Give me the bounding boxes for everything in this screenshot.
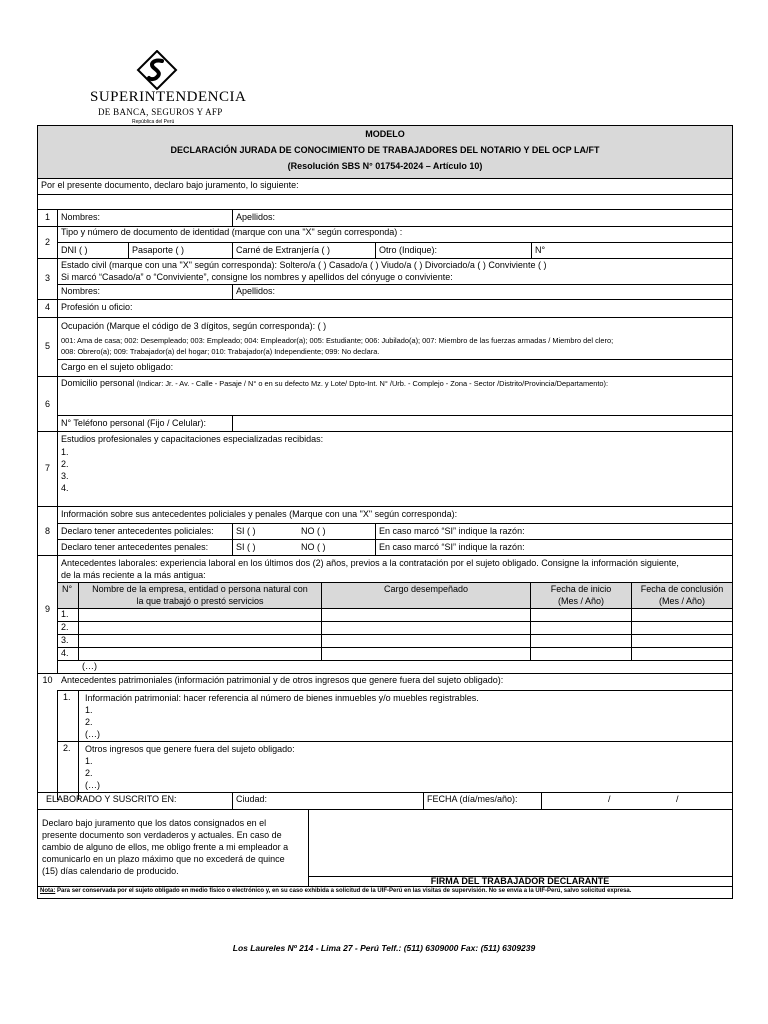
- laboral-row-1: 1.: [61, 609, 69, 619]
- label-firma: FIRMA DEL TRABAJADOR DECLARANTE: [430, 876, 610, 886]
- sbs-emblem-icon: [136, 50, 178, 90]
- label-patrimoniales: Antecedentes patrimoniales (información patrimonial y de otros ingresos que genere fuera del sujeto obligado):: [61, 675, 504, 685]
- label-telefono: N° Teléfono personal (Fijo / Celular):: [61, 418, 206, 428]
- label-si-marco: Si marcó “Casado/a” o “Conviviente”, consigne los nombres y apellidos del cónyuge o conviviente:: [61, 272, 453, 282]
- footer-address: Los Laureles Nº 214 - Lima 27 - Perú Telf.: (511) 6309000 Fax: (511) 6309239: [232, 943, 536, 953]
- policiales-no[interactable]: NO ( ): [301, 526, 326, 536]
- row-number-3: 3: [44, 273, 50, 283]
- estudio-1: 1.: [61, 447, 69, 457]
- label-otros-ingresos: Otros ingresos que genere fuera del sujeto obligado:: [85, 744, 295, 754]
- label-tipo-documento: Tipo y número de documento de identidad (marque con una "X" según corresponda) :: [61, 227, 403, 237]
- option-dni[interactable]: DNI ( ): [61, 245, 88, 255]
- label-nombres: Nombres:: [61, 212, 101, 222]
- label-ocupacion: Ocupación (Marque el código de 3 dígitos, según corresponda): ( ): [61, 321, 327, 331]
- label-nombres-conyuge: Nombres:: [61, 286, 101, 296]
- option-carne[interactable]: Carné de Extranjería ( ): [236, 245, 331, 255]
- declaro-line-2: presente documento son verdaderos y actuales. En caso de: [42, 830, 282, 840]
- label-elaborado: ELABORADO Y SUSCRITO EN:: [46, 794, 177, 804]
- patrimonial-number-2: 2.: [63, 743, 71, 753]
- declaro-line-1: Declaro bajo juramento que los datos consignados en el: [42, 818, 267, 828]
- label-fecha: FECHA (día/mes/año):: [427, 794, 518, 804]
- nota: Nota: Para ser conservada por el sujeto obligado en medio físico o electrónico y, en su caso exhibida a solicitud de la UIF-Perú en las visitas de supervisión. No se envía a la UIF-Perú, salvo solicitud expresa.: [40, 888, 632, 894]
- label-info-patrimonial: Información patrimonial: hacer referencia al número de bienes inmuebles y/o muebles registrables.: [85, 693, 479, 703]
- row-number-6: 6: [44, 399, 50, 409]
- logo-name: SUPERINTENDENCIA: [90, 89, 247, 105]
- penales-razon: En caso marcó “SI” indique la razón:: [379, 542, 525, 552]
- ingreso-2: 2.: [85, 768, 93, 778]
- laboral-row-2: 2.: [61, 622, 69, 632]
- logo-country: República del Perú: [132, 119, 175, 125]
- row-number-7: 7: [44, 463, 50, 473]
- penales-si[interactable]: SI ( ): [236, 542, 256, 552]
- laboral-row-3: 3.: [61, 635, 69, 645]
- label-domicilio: Domicilio personal (Indicar: Jr. - Av. - Calle - Pasaje / N° o en su defecto Mz. y Lote/ Dpto-Int. N° /Urb. - Complejo - Zona - Sector /Distrito/Provincia/Departamento):: [61, 378, 609, 388]
- penales-no[interactable]: NO ( ): [301, 542, 326, 552]
- patrimonial-1-etc: (…): [85, 729, 100, 739]
- label-penales: Declaro tener antecedentes penales:: [61, 542, 209, 552]
- logo-subtitle: DE BANCA, SEGUROS Y AFP: [98, 107, 223, 117]
- laboral-row-etc: (…): [82, 661, 97, 671]
- label-profesion: Profesión u oficio:: [61, 302, 133, 312]
- ingreso-1: 1.: [85, 756, 93, 766]
- row-number-5: 5: [44, 341, 50, 351]
- estudio-4: 4.: [61, 483, 69, 493]
- option-pasaporte[interactable]: Pasaporte ( ): [132, 245, 185, 255]
- patrimonial-number-1: 1.: [63, 692, 71, 702]
- form-title: MODELO: [365, 129, 405, 139]
- label-laborales-2: de la más reciente a la más antigua:: [61, 570, 206, 580]
- ingreso-etc: (…): [85, 780, 100, 790]
- label-cargo: Cargo en el sujeto obligado:: [61, 362, 174, 372]
- declaro-line-5: (15) días calendario de producido.: [42, 866, 179, 876]
- label-ciudad: Ciudad:: [236, 794, 268, 804]
- row-number-10: 10: [42, 675, 53, 685]
- label-estudios: Estudios profesionales y capacitaciones especializadas recibidas:: [61, 434, 324, 444]
- fecha-slash-1: /: [608, 794, 611, 804]
- col-cargo: Cargo desempeñado: [383, 584, 469, 594]
- laboral-row-4: 4.: [61, 648, 69, 658]
- col-fin-2: (Mes / Año): [658, 596, 705, 606]
- col-inicio-2: (Mes / Año): [557, 596, 604, 606]
- col-fin-1: Fecha de conclusión: [640, 584, 724, 594]
- label-policiales: Declaro tener antecedentes policiales:: [61, 526, 214, 536]
- label-laborales-1: Antecedentes laborales: experiencia laboral en los últimos dos (2) años, previos a la contratación por el sujeto obligado. Consigne la información siguiente,: [61, 558, 679, 568]
- fecha-slash-2: /: [676, 794, 679, 804]
- intro-text: Por el presente documento, declaro bajo juramento, lo siguiente:: [41, 180, 299, 190]
- col-n: N°: [62, 584, 73, 594]
- label-antecedentes: Información sobre sus antecedentes policiales y penales (Marque con una "X" según corresponda):: [61, 509, 458, 519]
- label-apellidos-conyuge: Apellidos:: [236, 286, 276, 296]
- row-number-4: 4: [44, 302, 50, 312]
- policiales-razon: En caso marcó “SI” indique la razón:: [379, 526, 525, 536]
- form-resolution: (Resolución SBS N° 01754-2024 – Artículo 10): [287, 161, 483, 171]
- patrimonial-1-1: 1.: [85, 705, 93, 715]
- declaro-line-4: comunicarlo en un plazo máximo que no excederá de quince: [42, 854, 285, 864]
- label-estado-civil: Estado civil (marque con una "X" según corresponda): Soltero/a ( ) Casado/a ( ) Viudo/a ( ) Divorciado/a ( ) Conviviente ( ): [61, 260, 547, 270]
- sbs-logo: [90, 50, 247, 128]
- label-numero: N°: [535, 245, 546, 255]
- label-apellidos: Apellidos:: [236, 212, 276, 222]
- declaro-line-3: cambio de alguno de ellos, me obligo frente a mi empleador a: [42, 842, 289, 852]
- declaration-form: [37, 125, 733, 899]
- row-number-9: 9: [44, 604, 50, 614]
- row-number-1: 1: [44, 212, 50, 222]
- option-otro[interactable]: Otro (Indique):: [379, 245, 438, 255]
- patrimonial-1-2: 2.: [85, 717, 93, 727]
- ocupacion-codes-line2: 008: Obrero(a); 009: Trabajador(a) del hogar; 010: Trabajador(a) Independiente; 099: No declara.: [61, 347, 380, 356]
- estudio-3: 3.: [61, 471, 69, 481]
- estudio-2: 2.: [61, 459, 69, 469]
- policiales-si[interactable]: SI ( ): [236, 526, 256, 536]
- ocupacion-codes-line1: 001: Ama de casa; 002: Desempleado; 003: Empleado; 004: Empleador(a); 005: Estudiante; 006: Jubilado(a); 007: Miembro de las fuerzas armadas / Miembro del clero;: [61, 336, 614, 345]
- row-number-2: 2: [44, 237, 50, 247]
- col-inicio-1: Fecha de inicio: [550, 584, 612, 594]
- form-subtitle: DECLARACIÓN JURADA DE CONOCIMIENTO DE TRABAJADORES DEL NOTARIO Y DEL OCP LA/FT: [170, 145, 600, 155]
- col-empresa-2: la que trabajó o prestó servicios: [136, 596, 264, 606]
- col-empresa-1: Nombre de la empresa, entidad o persona natural con: [92, 584, 308, 594]
- row-number-8: 8: [44, 526, 50, 536]
